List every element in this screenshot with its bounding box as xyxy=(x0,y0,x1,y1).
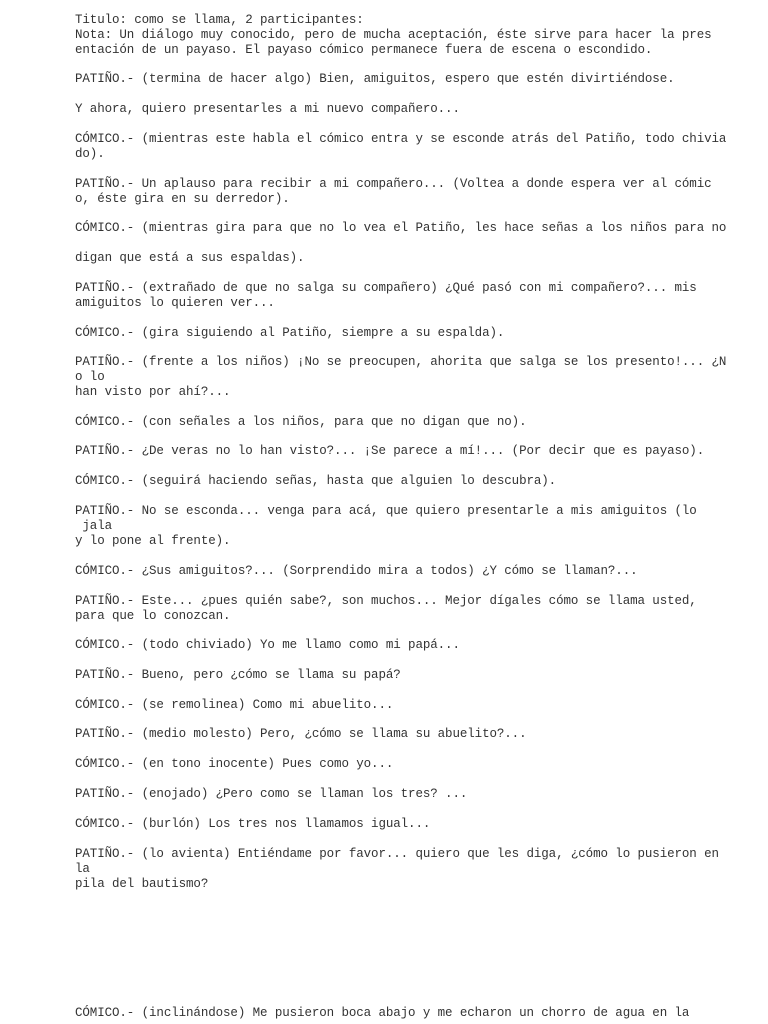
script-line: PATIÑO.- Un aplauso para recibir a mi compañero... (Voltea a donde espera ver al cómic xyxy=(75,177,712,191)
script-line: o, éste gira en su derredor). xyxy=(75,192,290,206)
script-line: CÓMICO.- (en tono inocente) Pues como yo... xyxy=(75,757,394,771)
script-line: CÓMICO.- (mientras este habla el cómico entra y se esconde atrás del Patiño, todo chivia xyxy=(75,132,727,146)
script-line: CÓMICO.- ¿Sus amiguitos?... (Sorprendido mira a todos) ¿Y cómo se llaman?... xyxy=(75,564,638,578)
script-line: o lo xyxy=(75,370,105,384)
script-line: la xyxy=(75,862,90,876)
script-line: pila del bautismo? xyxy=(75,877,209,891)
script-line: CÓMICO.- (inclinándose) Me pusieron boca abajo y me echaron un chorro de agua en la xyxy=(75,1006,690,1020)
script-line: CÓMICO.- (todo chiviado) Yo me llamo como mi papá... xyxy=(75,638,460,652)
script-line: Titulo: como se llama, 2 participantes: xyxy=(75,13,364,27)
script-line: para que lo conozcan. xyxy=(75,609,231,623)
script-line: CÓMICO.- (mientras gira para que no lo vea el Patiño, les hace señas a los niños para no xyxy=(75,221,727,235)
script-line: han visto por ahí?... xyxy=(75,385,231,399)
script-line: PATIÑO.- (lo avienta) Entiéndame por favor... quiero que les diga, ¿cómo lo pusieron en xyxy=(75,847,719,861)
script-line: jala xyxy=(75,519,113,533)
script-line: y lo pone al frente). xyxy=(75,534,231,548)
script-line: amiguitos lo quieren ver... xyxy=(75,296,275,310)
script-line: PATIÑO.- No se esconda... venga para acá, que quiero presentarle a mis amiguitos (lo xyxy=(75,504,697,518)
script-line: entación de un payaso. El payaso cómico permanece fuera de escena o escondido. xyxy=(75,43,653,57)
script-line: CÓMICO.- (con señales a los niños, para que no digan que no). xyxy=(75,415,527,429)
script-line: PATIÑO.- (extrañado de que no salga su compañero) ¿Qué pasó con mi compañero?... mis xyxy=(75,281,697,295)
script-line: PATIÑO.- (termina de hacer algo) Bien, amiguitos, espero que estén divirtiéndose. xyxy=(75,72,675,86)
script-line: PATIÑO.- (medio molesto) Pero, ¿cómo se llama su abuelito?... xyxy=(75,727,527,741)
script-line: Nota: Un diálogo muy conocido, pero de mucha aceptación, éste sirve para hacer la pres xyxy=(75,28,712,42)
script-line: PATIÑO.- Este... ¿pues quién sabe?, son muchos... Mejor dígales cómo se llama usted, xyxy=(75,594,697,608)
script-line: CÓMICO.- (seguirá haciendo señas, hasta que alguien lo descubra). xyxy=(75,474,557,488)
script-line: do). xyxy=(75,147,105,161)
script-line: PATIÑO.- ¿De veras no lo han visto?... ¡Se parece a mí!... (Por decir que es payaso). xyxy=(75,444,705,458)
script-line: Y ahora, quiero presentarles a mi nuevo compañero... xyxy=(75,102,460,116)
script-line: PATIÑO.- (enojado) ¿Pero como se llaman los tres? ... xyxy=(75,787,468,801)
script-line: CÓMICO.- (gira siguiendo al Patiño, siempre a su espalda). xyxy=(75,326,505,340)
script-line: CÓMICO.- (se remolinea) Como mi abuelito... xyxy=(75,698,394,712)
script-line: PATIÑO.- Bueno, pero ¿cómo se llama su papá? xyxy=(75,668,401,682)
script-line: CÓMICO.- (burlón) Los tres nos llamamos igual... xyxy=(75,817,431,831)
script-line: digan que está a sus espaldas). xyxy=(75,251,305,265)
script-line: PATIÑO.- (frente a los niños) ¡No se preocupen, ahorita que salga se los presento!... ¿N xyxy=(75,355,727,369)
